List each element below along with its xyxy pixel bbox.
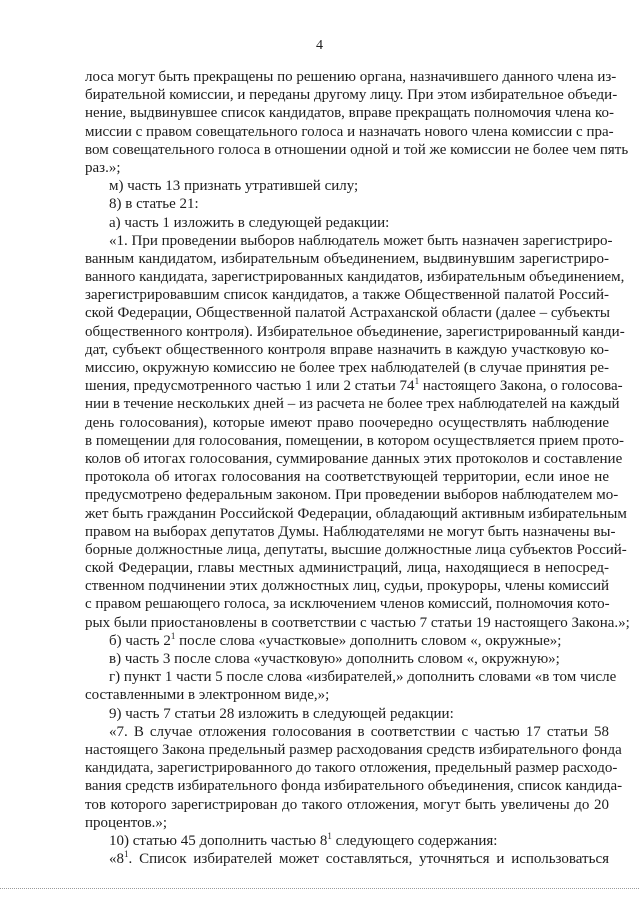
text-line: процентов.»;: [85, 814, 168, 831]
text-line: 8) в статье 21:: [109, 196, 199, 213]
text-line: [85, 832, 609, 850]
text-line: «7. В случае отложения голосования в соответствии с частью 17 статьи 58: [109, 723, 609, 740]
text-line: составленными в электронном виде,»;: [85, 687, 330, 704]
text-line: м) часть 13 признать утратившей силу;: [109, 178, 359, 195]
text-line: миссию, окружную комиссию не более трех наблюдателей (в случае принятия ре-: [85, 360, 609, 376]
text-line: а) часть 1 изложить в следующей редакции:: [109, 214, 390, 231]
text-segment: «8: [109, 851, 124, 868]
text-segment: б) часть 2: [109, 632, 171, 649]
text-segment: . Список избирателей может составляться, уточняться и использоваться: [128, 851, 609, 868]
text-line: настоящего Закона предельный размер расходования средств избирательного фонда: [85, 741, 622, 758]
text-line: жет быть гражданин Российской Федерации, обладающий активным избирательным: [85, 505, 627, 522]
text-line: «1. При проведении выборов наблюдатель может быть назначен зарегистриро-: [109, 232, 613, 249]
text-line: ственном подчинении этих должностных лиц, судьи, прокуроры, члены комиссий: [85, 578, 609, 595]
text-line: колов об итогах голосования, суммирование данных этих протоколов и составление: [85, 450, 623, 467]
text-line: раз.»;: [85, 159, 121, 176]
text-line: вом совещательного голоса в отношении одной и той же комиссии не более чем пять: [85, 141, 629, 158]
text-segment: следующего содержания:: [331, 832, 498, 849]
text-segment: настоящего Закона, о голосова-: [419, 378, 623, 395]
superscript-index: 1: [170, 630, 176, 641]
text-line: г) пункт 1 части 5 после слова «избирателей,» дополнить словами «в том числе: [109, 669, 617, 686]
text-line: ванного кандидата, зарегистрированных кандидатов, избирательным объединением,: [85, 269, 625, 286]
text-line: дат, субъект общественного контроля вправе назначить в каждую участковую ко-: [85, 341, 609, 358]
superscript-index: 1: [414, 376, 420, 387]
text-line: правом на выборах депутатов Думы. Наблюдателями не могут быть назначены вы-: [85, 523, 616, 540]
text-line: протокола об итогах голосования на соответствующей территории, если иное не: [85, 469, 609, 486]
text-line: лоса могут быть прекращены по решению органа, назначившего данного члена из-: [85, 69, 617, 85]
text-line: предусмотрено федеральным законом. При проведении выборов наблюдателем мо-: [85, 487, 619, 504]
text-line: ской Федерации, главы местных администраций, лица, находящиеся в непосред-: [85, 560, 609, 577]
page-footer-divider: [0, 888, 639, 889]
text-line: [85, 850, 609, 868]
text-line: [85, 376, 623, 395]
text-line: борные должностные лица, депутаты, высшие должностные лица субъектов Россий-: [85, 541, 627, 558]
text-line: в) часть 3 после слова «участковую» дополнить словом «, окружную»;: [109, 651, 560, 667]
text-line: 9) часть 7 статьи 28 изложить в следующей редакции:: [109, 705, 454, 722]
text-line: с правом решающего голоса, за исключением членов комиссий, полномочия кото-: [85, 596, 610, 613]
text-line: вания средств избирательного фонда избирательного объединения, список кандида-: [85, 778, 623, 795]
text-line: рых были приостановлены в соответствии с частью 7 статьи 19 настоящего Закона.»;: [85, 614, 630, 631]
document-body: [85, 68, 630, 868]
text-line: тов которого зарегистрирован до такого отложения, могут быть увеличены до 20: [85, 796, 609, 813]
superscript-index: 1: [124, 849, 129, 860]
text-line: ванным кандидатом, избирательным объединением, выдвинувшим зарегистриро-: [85, 250, 609, 267]
text-line: бирательной комиссии, и переданы другому лицу. При этом избирательное объеди-: [85, 87, 618, 104]
text-line: день голосования), которые имеют право поочередно осуществлять наблюдение: [85, 414, 609, 431]
text-line: ской Федерации, Общественной палатой Астраханской области (далее – субъекты: [85, 305, 610, 322]
text-line: общественного контроля). Избирательное объединение, зарегистрированный канди-: [85, 323, 625, 340]
text-line: в помещении для голосования, помещении, в котором осуществляется прием прото-: [85, 432, 625, 449]
page-number: 4: [316, 38, 323, 53]
text-line: кандидата, зарегистрированного до такого отложения, предельный размер расходо-: [85, 760, 618, 777]
text-line: зарегистрировавшим список кандидатов, а также Общественной палатой Россий-: [85, 287, 609, 304]
text-line: миссии с правом совещательного голоса и назначать нового члена комиссии с пра-: [85, 123, 614, 140]
text-segment: шения, предусмотренного частью 1 или 2 статьи 74: [85, 378, 415, 395]
text-line: [85, 632, 609, 650]
superscript-index: 1: [327, 830, 332, 841]
text-line: нии в течение нескольких дней – из расчета не более трех наблюдателей на каждый: [85, 396, 620, 413]
text-segment: 10) статью 45 дополнить частью 8: [109, 832, 328, 849]
text-segment: после слова «участковые» дополнить словом «, окружные»;: [175, 632, 562, 649]
text-line: нение, выдвинувшее список кандидатов, вправе прекращать полномочия члена ко-: [85, 105, 614, 122]
